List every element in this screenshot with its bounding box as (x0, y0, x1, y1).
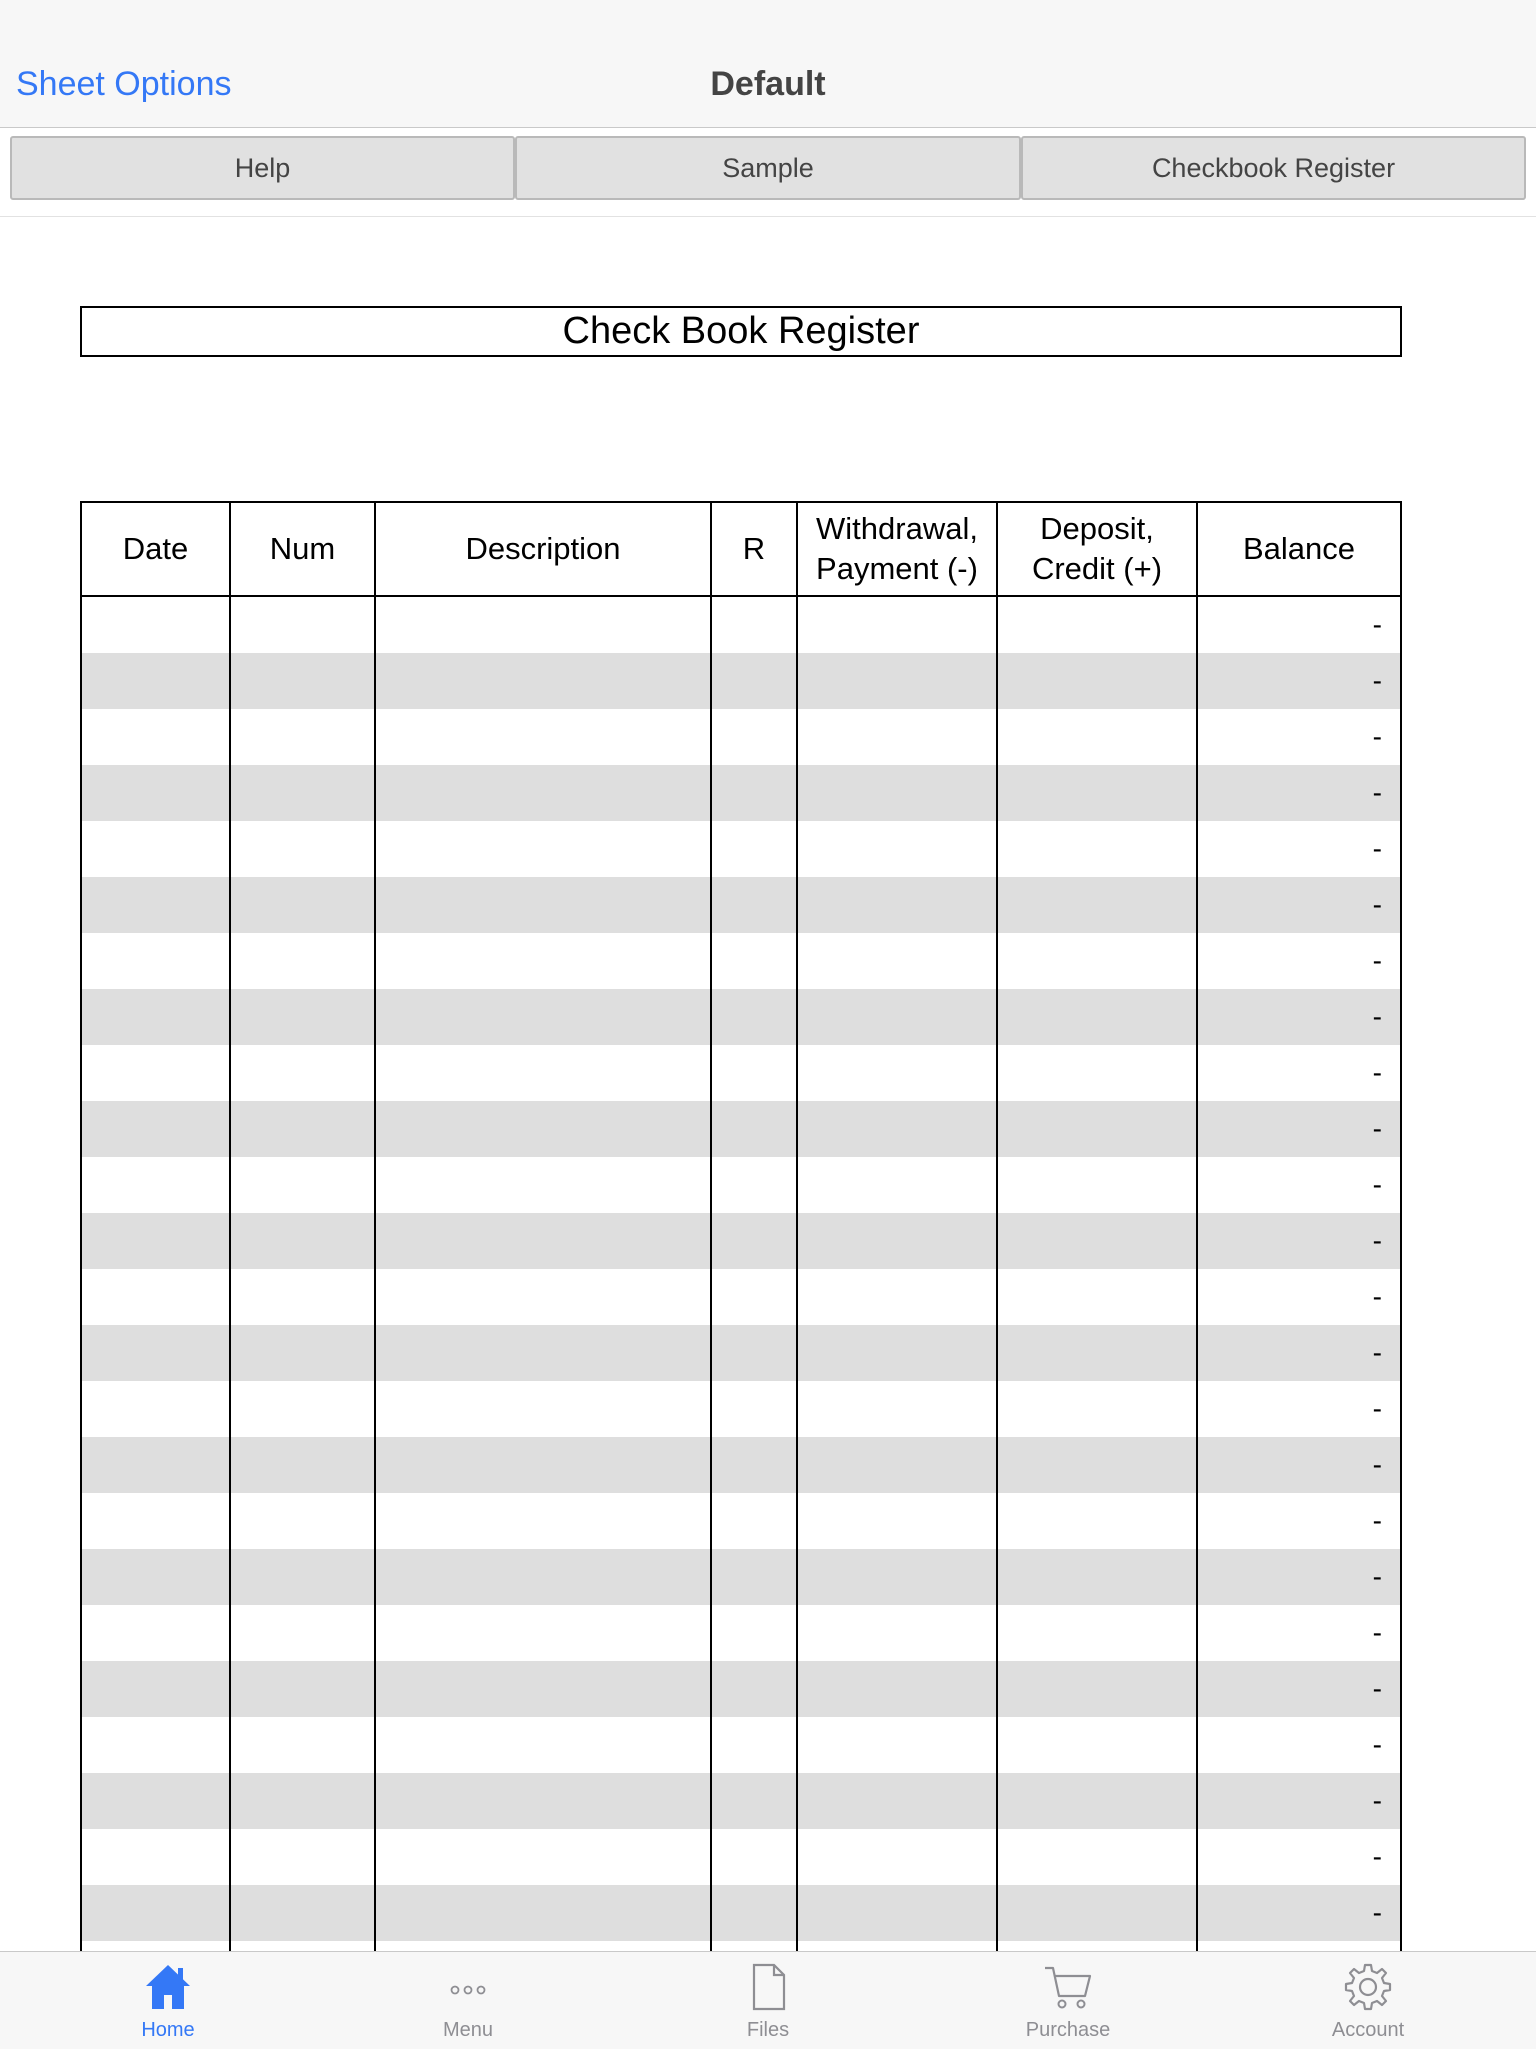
deposit-label-line2: Credit (+) (1031, 551, 1163, 586)
balance-cell: - (1372, 777, 1382, 808)
tab-home[interactable] (18, 1952, 318, 2049)
table-row[interactable] (82, 989, 1400, 1045)
balance-cell: - (1372, 1001, 1382, 1032)
checkbook-register-button[interactable]: Checkbook Register (1021, 136, 1526, 200)
deposit-label-line1: Deposit, (1040, 511, 1154, 546)
tab-home-label: Home (141, 2019, 195, 2041)
balance-cell: - (1372, 1169, 1382, 1200)
column-header-deposit[interactable] (998, 503, 1196, 595)
table-row[interactable] (82, 1213, 1400, 1269)
column-header-date[interactable] (82, 503, 229, 595)
house-icon (143, 1962, 193, 2012)
balance-cell: - (1372, 1505, 1382, 1536)
balance-cell: - (1372, 1785, 1382, 1816)
withdrawal-label-line1: Withdrawal, (816, 511, 978, 546)
tab-purchase[interactable] (918, 1952, 1218, 2049)
table-row[interactable] (82, 1885, 1400, 1941)
balance-cell: - (1372, 1561, 1382, 1592)
column-header-num[interactable] (231, 503, 374, 595)
column-header-withdrawal-label (816, 509, 978, 589)
table-row[interactable] (82, 1325, 1400, 1381)
balance-cell: - (1372, 1449, 1382, 1480)
table-row[interactable] (82, 1045, 1400, 1101)
register-header-row (82, 503, 1400, 597)
table-row[interactable] (82, 1717, 1400, 1773)
table-row[interactable] (82, 1493, 1400, 1549)
sheet-options-button[interactable]: Sheet Options (16, 65, 232, 103)
table-row[interactable] (82, 653, 1400, 709)
table-row[interactable] (82, 1101, 1400, 1157)
navigation-bar (0, 0, 1536, 128)
column-divider (796, 503, 798, 1951)
table-row[interactable] (82, 1269, 1400, 1325)
balance-cell: - (1372, 1225, 1382, 1256)
tab-files-label: Files (746, 2019, 790, 2041)
column-header-balance[interactable] (1198, 503, 1400, 595)
column-header-r[interactable] (712, 503, 796, 595)
balance-cell: - (1372, 1281, 1382, 1312)
table-row[interactable] (82, 765, 1400, 821)
table-row[interactable] (82, 597, 1400, 653)
page-title: Default (710, 65, 826, 103)
column-header-withdrawal[interactable] (798, 503, 996, 595)
table-row[interactable] (82, 821, 1400, 877)
balance-cell: - (1372, 945, 1382, 976)
balance-cell: - (1372, 833, 1382, 864)
withdrawal-label-line2: Payment (-) (816, 551, 978, 586)
tab-account-label: Account (1331, 2019, 1405, 2041)
balance-cell: - (1372, 609, 1382, 640)
balance-cell: - (1372, 889, 1382, 920)
balance-cell: - (1372, 1393, 1382, 1424)
table-row[interactable] (82, 1661, 1400, 1717)
column-header-description-label: Description (465, 531, 621, 566)
sheet-buttons-strip (0, 128, 1536, 217)
balance-cell: - (1372, 1337, 1382, 1368)
column-divider (1196, 503, 1198, 1951)
cart-icon (1043, 1962, 1093, 2012)
table-row[interactable] (82, 709, 1400, 765)
table-row[interactable] (82, 1829, 1400, 1885)
balance-cell: - (1372, 665, 1382, 696)
tab-account[interactable] (1218, 1952, 1518, 2049)
column-divider (374, 503, 376, 1951)
table-row[interactable] (82, 877, 1400, 933)
tab-bar (0, 1951, 1536, 2049)
balance-cell: - (1372, 1673, 1382, 1704)
column-header-r-label: R (742, 531, 766, 566)
file-icon (743, 1962, 793, 2012)
table-row[interactable] (82, 1157, 1400, 1213)
table-row[interactable] (82, 1605, 1400, 1661)
table-row[interactable] (82, 933, 1400, 989)
tab-menu-label: Menu (442, 2019, 494, 2041)
gear-icon (1343, 1962, 1393, 2012)
table-row[interactable] (82, 1773, 1400, 1829)
balance-cell: - (1372, 1841, 1382, 1872)
column-header-description[interactable] (376, 503, 710, 595)
tab-purchase-label: Purchase (1025, 2019, 1111, 2041)
more-dots-icon (443, 1962, 493, 2012)
sheet-title-cell[interactable]: Check Book Register (80, 306, 1402, 357)
column-divider (996, 503, 998, 1951)
tab-files[interactable] (618, 1952, 918, 2049)
balance-cell: - (1372, 721, 1382, 752)
column-divider (229, 503, 231, 1951)
tab-menu[interactable] (318, 1952, 618, 2049)
column-header-num-label: Num (269, 531, 336, 566)
column-header-deposit-label (1032, 509, 1162, 589)
balance-cell: - (1372, 1729, 1382, 1760)
table-row[interactable] (82, 1437, 1400, 1493)
table-row[interactable] (82, 1549, 1400, 1605)
column-header-date-label: Date (122, 531, 189, 566)
help-button[interactable]: Help (10, 136, 515, 200)
balance-cell: - (1372, 1897, 1382, 1928)
balance-cell: - (1372, 1617, 1382, 1648)
register-table (80, 501, 1402, 1951)
column-divider (710, 503, 712, 1951)
balance-cell: - (1372, 1057, 1382, 1088)
sample-button[interactable]: Sample (515, 136, 1021, 200)
column-header-balance-label: Balance (1242, 531, 1356, 566)
balance-cell: - (1372, 1113, 1382, 1144)
table-row[interactable] (82, 1381, 1400, 1437)
